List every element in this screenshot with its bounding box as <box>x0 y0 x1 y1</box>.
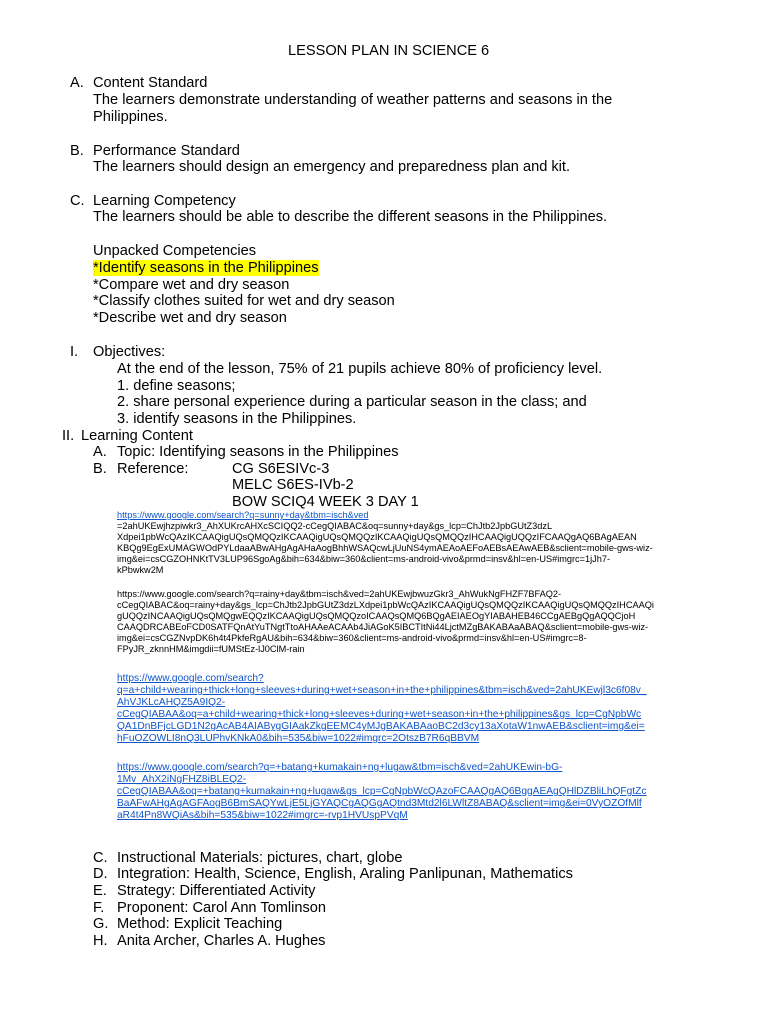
instructional-materials: Instructional Materials: pictures, chart, globe <box>117 850 403 866</box>
reference-link-rainy-day: https://www.google.com/search?q=rainy+day&tbm=isch&ved=2ahUKEwjbwuzGkr3_AhWukNgFHZF7BFAQ2- <box>117 589 562 599</box>
topic-text: Topic: Identifying seasons in the Philippines <box>117 444 399 460</box>
section-b-line: The learners should design an emergency and preparedness plan and kit. <box>93 159 571 175</box>
strategy: Strategy: Differentiated Activity <box>117 883 316 899</box>
reference-link-line: FPyJR_zknnHM&imgdii=fUMStEz-lJ0ClM-rain <box>117 644 305 654</box>
integration: Integration: Health, Science, English, Araling Panlipunan, Mathematics <box>117 866 573 882</box>
reference-link-line[interactable]: hFuOZOWLI8nQ3LUPhvKNkA0&bih=535&biw=1022#imgrc=2OtszB7R6qBBVM <box>117 733 480 744</box>
proponent: Proponent: Carol Ann Tomlinson <box>117 900 327 916</box>
item-letter: H. <box>93 933 108 949</box>
reference-link-line: =2ahUKEwjhzpiwkr3_AhXUKrcAHXcSCIQQ2-cCegQIABAC&oq=sunny+day&gs_lcp=ChJtb2JpbGUtZ3dzL <box>117 521 553 531</box>
unpacked-item: *Describe wet and dry season <box>93 310 287 326</box>
highlighted-competency: *Identify seasons in the Philippines <box>93 260 319 276</box>
reference-link-line: img&ei=csCGZOHNKtTV3LUP96SgoAg&bih=634&biw=360&client=ms-android-vivo&prmd=insv&hl=en-US#imgrc=1jJh7- <box>117 554 611 564</box>
reference-link-line[interactable]: cCegQIABAA&oq=+batang+kumakain+ng+lugaw&gs_lcp=CgNpbWcQAzoFCAAQgAQ6BggAEAgQHlDZBliLhQFgtZc <box>117 786 647 797</box>
reference-item: MELC S6ES-IVb-2 <box>232 477 354 493</box>
learning-content-numeral: II. <box>62 428 75 444</box>
reference-link-batang-lugaw[interactable]: https://www.google.com/search?q=+batang+kumakain+ng+lugaw&tbm=isch&ved=2ahUKEwin-bG- <box>117 762 563 773</box>
section-a-letter: A. <box>70 75 84 91</box>
reference-link-line[interactable]: BaAFwAHgAgAGFAogB6BmSAQYwLjE5LjGYAQCgAQGgAQtnd3Mtd2l6LWltZ8ABAQ&sclient=img&ei=0VyOZOfMlf <box>117 798 642 809</box>
reference-letter: B. <box>93 461 107 477</box>
item-letter: C. <box>93 850 108 866</box>
method: Method: Explicit Teaching <box>117 916 283 932</box>
section-a-heading: Content Standard <box>93 75 208 91</box>
reference-link-line[interactable]: AhVJKLcAHQZ5A9IQ2- <box>117 697 226 708</box>
unpacked-heading: Unpacked Competencies <box>93 243 257 259</box>
reference-link-line: gUQQzINCAAQigUQsQMQgwEQQzIKCAAQigUQsQMQQzoICAAQsQMQ6BQgAEIAEOgYIABAHEB46CCgAEBgQgAQQCjoH <box>117 611 636 621</box>
unpacked-item: *Classify clothes suited for wet and dry season <box>93 293 395 309</box>
item-letter: F. <box>93 900 105 916</box>
objectives-line: 3. identify seasons in the Philippines. <box>117 411 357 427</box>
reference-item: BOW SCIQ4 WEEK 3 DAY 1 <box>232 494 419 510</box>
reference-link-line[interactable]: QA1DnBFjcLGD1N2gAcAB4AIABygGIAakZkgEEMC4yMJgBAKABAaoBC2d3cy13aXotaW1nwAEB&sclient=img&ei= <box>117 721 645 732</box>
method-authors: Anita Archer, Charles A. Hughes <box>117 933 326 949</box>
reference-link-line[interactable]: cCegQIABAA&oq=a+child+wearing+thick+long+sleeves+during+wet+season+in+the+philippines&gs_lcp=CgNpbWc <box>117 709 642 720</box>
section-a-line: Philippines. <box>93 109 168 125</box>
reference-link-line: cCegQIABAC&oq=rainy+day&gs_lcp=ChJtb2JpbGUtZ3dzLXdpei1pbWcQAzIKCAAQigUQsQMQQzIKCAAQigUQsQMQQzIHCAAQi <box>117 600 654 610</box>
topic-letter: A. <box>93 444 107 460</box>
reference-link-line[interactable]: aR4t4Pn8WQiAs&bih=535&biw=1022#imgrc=-rvp1HVUspPVqM <box>117 810 408 821</box>
section-c-letter: C. <box>70 193 85 209</box>
objectives-heading: Objectives: <box>93 344 166 360</box>
reference-link-line: kPbwkw2M <box>117 565 164 575</box>
page-title: LESSON PLAN IN SCIENCE 6 <box>288 43 490 59</box>
learning-content-heading: Learning Content <box>81 428 193 444</box>
item-letter: G. <box>93 916 109 932</box>
item-letter: E. <box>93 883 107 899</box>
reference-link-line: KBQg9EgExUMAGWOdPYLdaaABwAHgAgAHaAogBhhWSAQcwLjUuNS4ymAEAoAEFoAEBsAEAwAEB&sclient=mobile-gws-wiz- <box>117 543 653 553</box>
reference-link-line: CAAQDRCABEoFCD0SATFQnAtYuTNgtTtoAHAAeACAAb4JiAGoK5IBCTItNi44LjctMZgBAKABAaABAQ&sclient=mobile-gws-wiz- <box>117 622 649 632</box>
objectives-numeral: I. <box>70 344 79 360</box>
reference-link-line[interactable]: q=a+child+wearing+thick+long+sleeves+during+wet+season+in+the+philippines&tbm=isch&ved=2ahUKEwjl3c6f08v_ <box>117 685 647 696</box>
section-c-line: The learners should be able to describe the different seasons in the Philippines. <box>93 209 608 225</box>
section-a-line: The learners demonstrate understanding of weather patterns and seasons in the <box>93 92 613 108</box>
reference-link-line: Xdpei1pbWcQAzIKCAAQigUQsQMQQzIKCAAQigUQsQMQQzIKCAAQigUQsQMQQzIHCAAQigUQQzIFCAAQgAQ6BAgAEAN <box>117 532 637 542</box>
reference-item: CG S6ESIVc-3 <box>232 461 330 477</box>
unpacked-item <box>93 260 319 277</box>
reference-link-line: img&ei=csCGZNvpDK6h4t4PkfeRgAU&bih=634&biw=360&client=ms-android-vivo&prmd=insv&hl=en-US#imgrc=8- <box>117 633 587 643</box>
item-letter: D. <box>93 866 108 882</box>
unpacked-item: *Compare wet and dry season <box>93 277 290 293</box>
section-b-letter: B. <box>70 143 84 159</box>
reference-link-child-wet-season[interactable]: https://www.google.com/search? <box>117 673 264 684</box>
section-c-heading: Learning Competency <box>93 193 236 209</box>
reference-link-line[interactable]: 1Mv_AhX2iNgFHZ8iBLEQ2- <box>117 774 247 785</box>
objectives-line: 1. define seasons; <box>117 378 236 394</box>
objectives-line: At the end of the lesson, 75% of 21 pupils achieve 80% of proficiency level. <box>117 361 603 377</box>
section-b-heading: Performance Standard <box>93 143 240 159</box>
objectives-line: 2. share personal experience during a particular season in the class; and <box>117 394 587 410</box>
reference-label: Reference: <box>117 461 189 477</box>
reference-link-sunny-day[interactable]: https://www.google.com/search?q=sunny+day&tbm=isch&ved <box>117 510 369 520</box>
